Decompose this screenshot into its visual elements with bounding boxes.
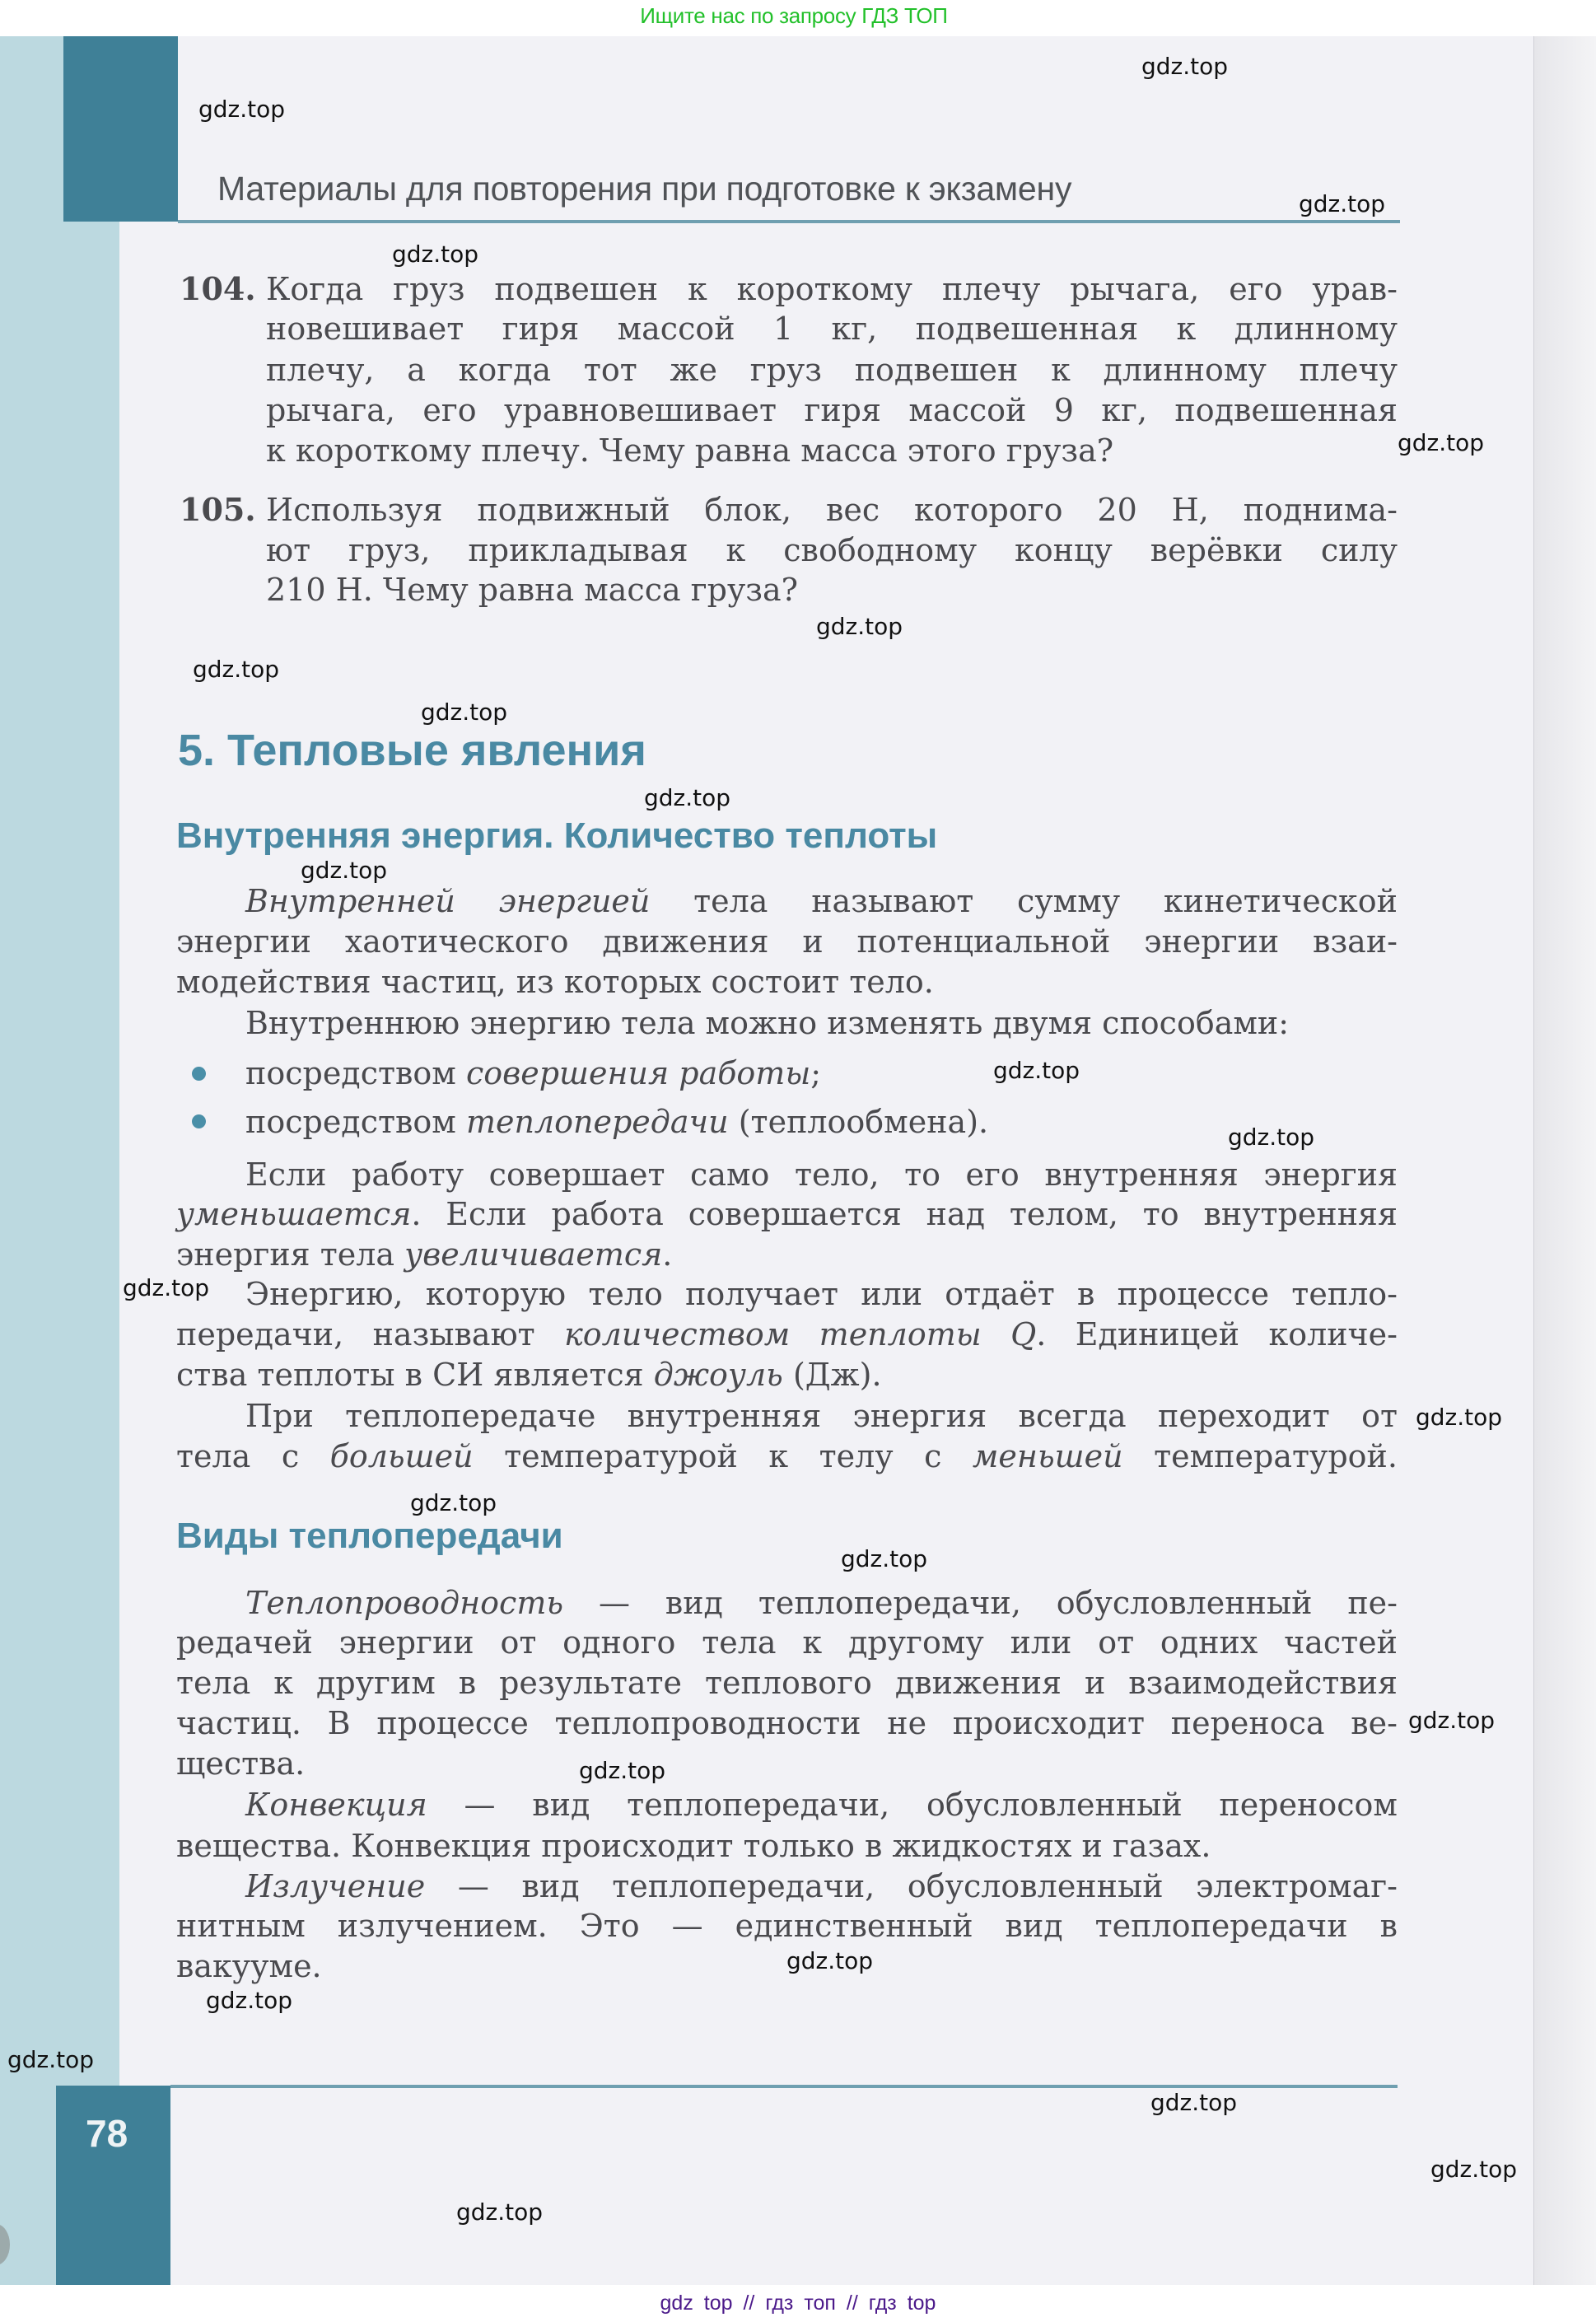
watermark-link[interactable]: gdz.top bbox=[206, 1987, 293, 2014]
problem-104-line-3: плечу, а когда тот же груз подвешен к длинному плечу bbox=[266, 352, 1398, 388]
watermark-link[interactable]: gdz.top bbox=[410, 1489, 497, 1516]
paragraph-line: уменьшается. Если работа совершается над телом, то внутренняя bbox=[176, 1196, 1398, 1232]
watermark-link[interactable]: gdz.top bbox=[198, 96, 286, 123]
watermark-link[interactable]: gdz.top bbox=[7, 2046, 95, 2073]
watermark-link[interactable]: gdz.top bbox=[786, 1947, 874, 1974]
header-divider bbox=[178, 220, 1400, 223]
page-number: 78 bbox=[86, 2112, 128, 2155]
paragraph-line: Излучение — вид теплопередачи, обусловленный электромаг- bbox=[245, 1868, 1398, 1904]
paragraph-line: Внутреннюю энергию тела можно изменять двумя способами: bbox=[245, 1005, 1290, 1041]
term-convection: Конвекция bbox=[245, 1787, 427, 1823]
watermark-link[interactable]: gdz.top bbox=[1141, 53, 1229, 80]
problem-104-line-4: рычага, его уравновешивает гиря массой 9 кг, подвешенная bbox=[266, 392, 1398, 428]
watermark-link[interactable]: gdz.top bbox=[1299, 190, 1386, 217]
paragraph-line: щества. bbox=[176, 1745, 306, 1782]
paragraph-line: вакууме. bbox=[176, 1948, 322, 1984]
bullet-icon bbox=[192, 1067, 206, 1081]
paragraph-line: При теплопередаче внутренняя энергия всегда переходит от bbox=[245, 1398, 1398, 1434]
watermark-link[interactable]: gdz.top bbox=[1228, 1124, 1315, 1151]
left-margin-band-lower bbox=[0, 2087, 58, 2285]
watermark-link[interactable]: gdz.top bbox=[1398, 429, 1485, 456]
paragraph-line: Теплопроводность — вид теплопередачи, обусловленный пе- bbox=[245, 1585, 1398, 1621]
header-teal-block bbox=[63, 36, 178, 222]
watermark-link[interactable]: gdz.top bbox=[301, 857, 388, 884]
paragraph-line: энергии хаотического движения и потенциальной энергии взаи- bbox=[176, 923, 1398, 960]
section-title: 5. Тепловые явления bbox=[178, 726, 646, 775]
problem-number: 104. bbox=[180, 270, 256, 307]
bullet-item: посредством теплопередачи (теплообмена). bbox=[245, 1104, 989, 1140]
page-fold-shadow bbox=[1533, 36, 1596, 2285]
watermark-link[interactable]: gdz.top bbox=[421, 698, 508, 726]
term-conduction: Теплопроводность bbox=[245, 1585, 564, 1621]
watermark-link[interactable]: gdz.top bbox=[841, 1545, 928, 1572]
paragraph-line: ства теплоты в СИ является джоуль (Дж). bbox=[176, 1357, 882, 1393]
footer-divider bbox=[170, 2085, 1398, 2088]
paragraph-line: модействия частиц, из которых состоит тело. bbox=[176, 964, 934, 1000]
paragraph-line: Энергию, которую тело получает или отдаёт в процессе тепло- bbox=[245, 1276, 1398, 1312]
problem-104-line-2: новешивает гиря массой 1 кг, подвешенная к длинному bbox=[266, 311, 1398, 347]
paragraph-line: Внутренней энергией тела называют сумму кинетической bbox=[245, 883, 1398, 919]
problem-105-line-3: 210 Н. Чему равна масса груза? bbox=[266, 572, 799, 608]
bullet-icon bbox=[192, 1114, 206, 1128]
bottom-footer bbox=[0, 2285, 1596, 2322]
watermark-link[interactable]: gdz.top bbox=[1150, 2089, 1238, 2116]
problem-105-line-2: ют груз, прикладывая к свободному концу верёвки силу bbox=[266, 532, 1398, 568]
watermark-link[interactable]: gdz.top bbox=[644, 784, 731, 811]
watermark-link[interactable]: gdz.top bbox=[456, 2198, 544, 2226]
watermark-link[interactable]: gdz.top bbox=[579, 1757, 666, 1784]
problem-number: 105. bbox=[180, 491, 256, 528]
running-header-title: Материалы для повторения при подготовке к экзамену bbox=[217, 170, 1072, 208]
subsection-title: Виды теплопередачи bbox=[176, 1516, 563, 1556]
watermark-link[interactable]: gdz.top bbox=[392, 241, 479, 268]
subsection-title: Внутренняя энергия. Количество теплоты bbox=[176, 815, 938, 856]
watermark-link[interactable]: gdz.top bbox=[1408, 1707, 1496, 1734]
watermark-link[interactable]: gdz.top bbox=[123, 1274, 210, 1301]
watermark-link[interactable]: gdz.top bbox=[1430, 2156, 1518, 2183]
paragraph-line: тела с большей температурой к телу с меньшей температурой. bbox=[176, 1438, 1398, 1474]
paragraph-line: вещества. Конвекция происходит только в жидкостях и газах. bbox=[176, 1828, 1211, 1864]
paragraph-line: Если работу совершает само тело, то его внутренняя энергия bbox=[245, 1156, 1398, 1193]
paragraph-line: редачей энергии от одного тела к другому или от одних частей bbox=[176, 1624, 1398, 1661]
watermark-link[interactable]: gdz.top bbox=[993, 1057, 1080, 1084]
problem-105-line-1: Используя подвижный блок, вес которого 20 Н, поднима- bbox=[266, 492, 1398, 528]
bullet-item: посредством совершения работы; bbox=[245, 1055, 822, 1091]
paragraph-line: передачи, называют количеством теплоты Q. Единицей количе- bbox=[176, 1316, 1398, 1353]
paragraph-line: нитным излучением. Это — единственный вид теплопередачи в bbox=[176, 1908, 1398, 1944]
term-internal-energy: Внутренней энергией bbox=[245, 883, 651, 919]
problem-104-line-1: Когда груз подвешен к короткому плечу рычага, его урав- bbox=[266, 271, 1398, 307]
banner-text: Ищите нас по запросу ГДЗ ТОП bbox=[640, 3, 948, 28]
left-margin-band bbox=[0, 36, 119, 2087]
term-radiation: Излучение bbox=[245, 1868, 426, 1904]
watermark-link[interactable]: gdz.top bbox=[193, 656, 280, 683]
watermark-link[interactable]: gdz.top bbox=[816, 613, 903, 640]
problem-104-line-5: к короткому плечу. Чему равна масса этого груза? bbox=[266, 432, 1114, 469]
paragraph-line: частиц. В процессе теплопроводности не происходит переноса ве- bbox=[176, 1705, 1398, 1741]
top-banner bbox=[0, 0, 1596, 36]
watermark-link[interactable]: gdz.top bbox=[1416, 1404, 1503, 1431]
paragraph-line: тела к другим в результате теплового движения и взаимодействия bbox=[176, 1665, 1398, 1701]
footer-text: gdz top // гдз топ // гдз top bbox=[660, 2292, 936, 2315]
paragraph-line: Конвекция — вид теплопередачи, обусловленный переносом bbox=[245, 1787, 1398, 1823]
paragraph-line: энергия тела увеличивается. bbox=[176, 1236, 673, 1273]
